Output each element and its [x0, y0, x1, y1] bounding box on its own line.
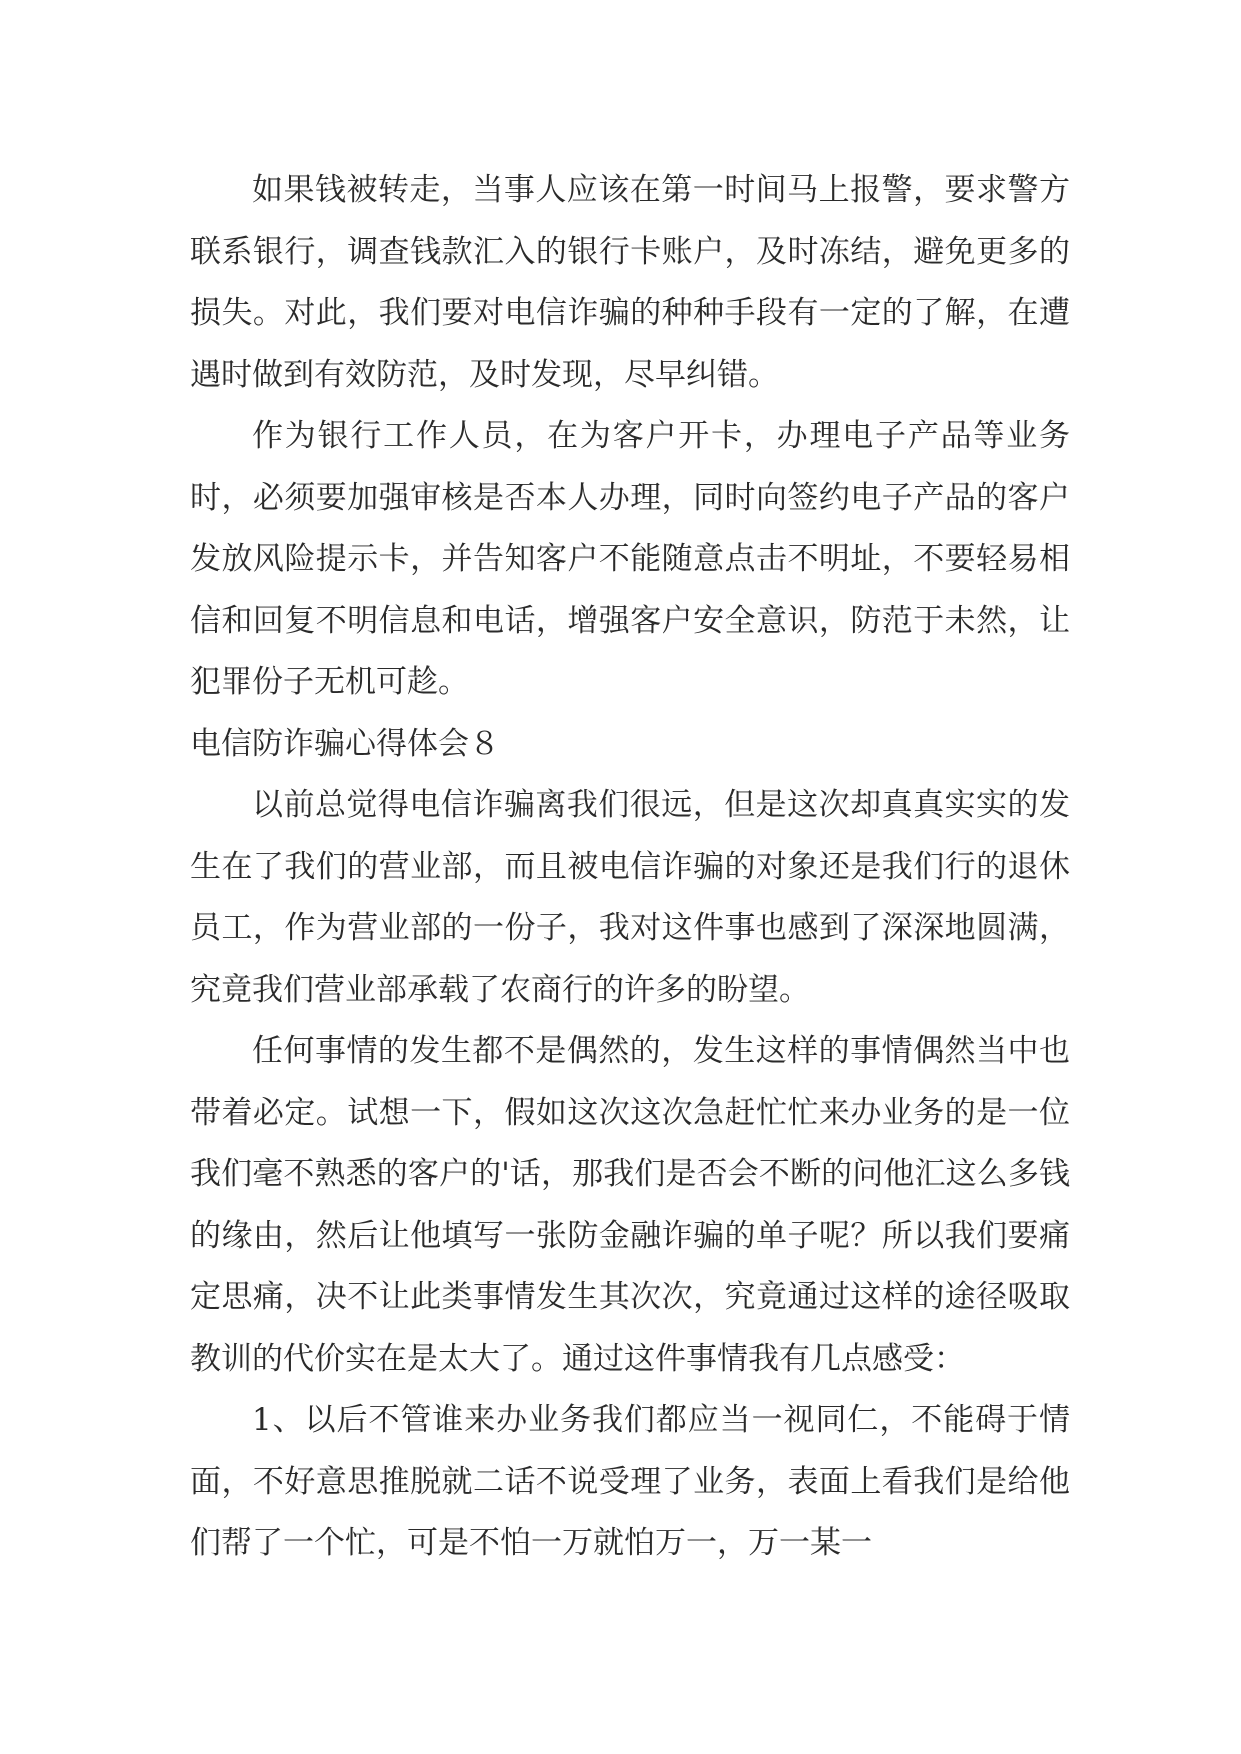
paragraph: 任何事情的发生都不是偶然的，发生这样的事情偶然当中也带着必定。试想一下，假如这次这次急赶忙忙来办业务的是一位我们毫不熟悉的客户的'话，那我们是否会不断的问他汇这么多钱的缘由，然后让他填写一张防金融诈骗的单子呢？所以我们要痛定思痛，决不让此类事情发生其次次，究竟通过这样的途径吸取教训的代价实在是太大了。通过这件事情我有几点感受： — [190, 1033, 1070, 1377]
document-body — [190, 160, 1070, 1575]
paragraph: 以前总觉得电信诈骗离我们很远，但是这次却真真实实的发生在了我们的营业部，而且被电信诈骗的对象还是我们行的退休员工，作为营业部的一份子，我对这件事也感到了深深地圆满，究竟我们营业部承载了农商行的许多的盼望。 — [190, 787, 1070, 1008]
section-title: 电信防诈骗心得体会８ — [190, 725, 500, 762]
paragraph: 如果钱被转走，当事人应该在第一时间马上报警，要求警方联系银行，调查钱款汇入的银行卡账户，及时冻结，避免更多的损失。对此，我们要对电信诈骗的种种手段有一定的了解，在遭遇时做到有效防范，及时发现，尽早纠错。 — [190, 172, 1070, 393]
paragraph: 1、以后不管谁来办业务我们都应当一视同仁，不能碍于情面，不好意思推脱就二话不说受理了业务，表面上看我们是给他们帮了一个忙，可是不怕一万就怕万一，万一某一 — [190, 1402, 1070, 1561]
paragraph: 作为银行工作人员，在为客户开卡，办理电子产品等业务时，必须要加强审核是否本人办理，同时向签约电子产品的客户发放风险提示卡，并告知客户不能随意点击不明址，不要轻易相信和回复不明信息和电话，增强客户安全意识，防范于未然，让犯罪份子无机可趁。 — [190, 418, 1070, 700]
